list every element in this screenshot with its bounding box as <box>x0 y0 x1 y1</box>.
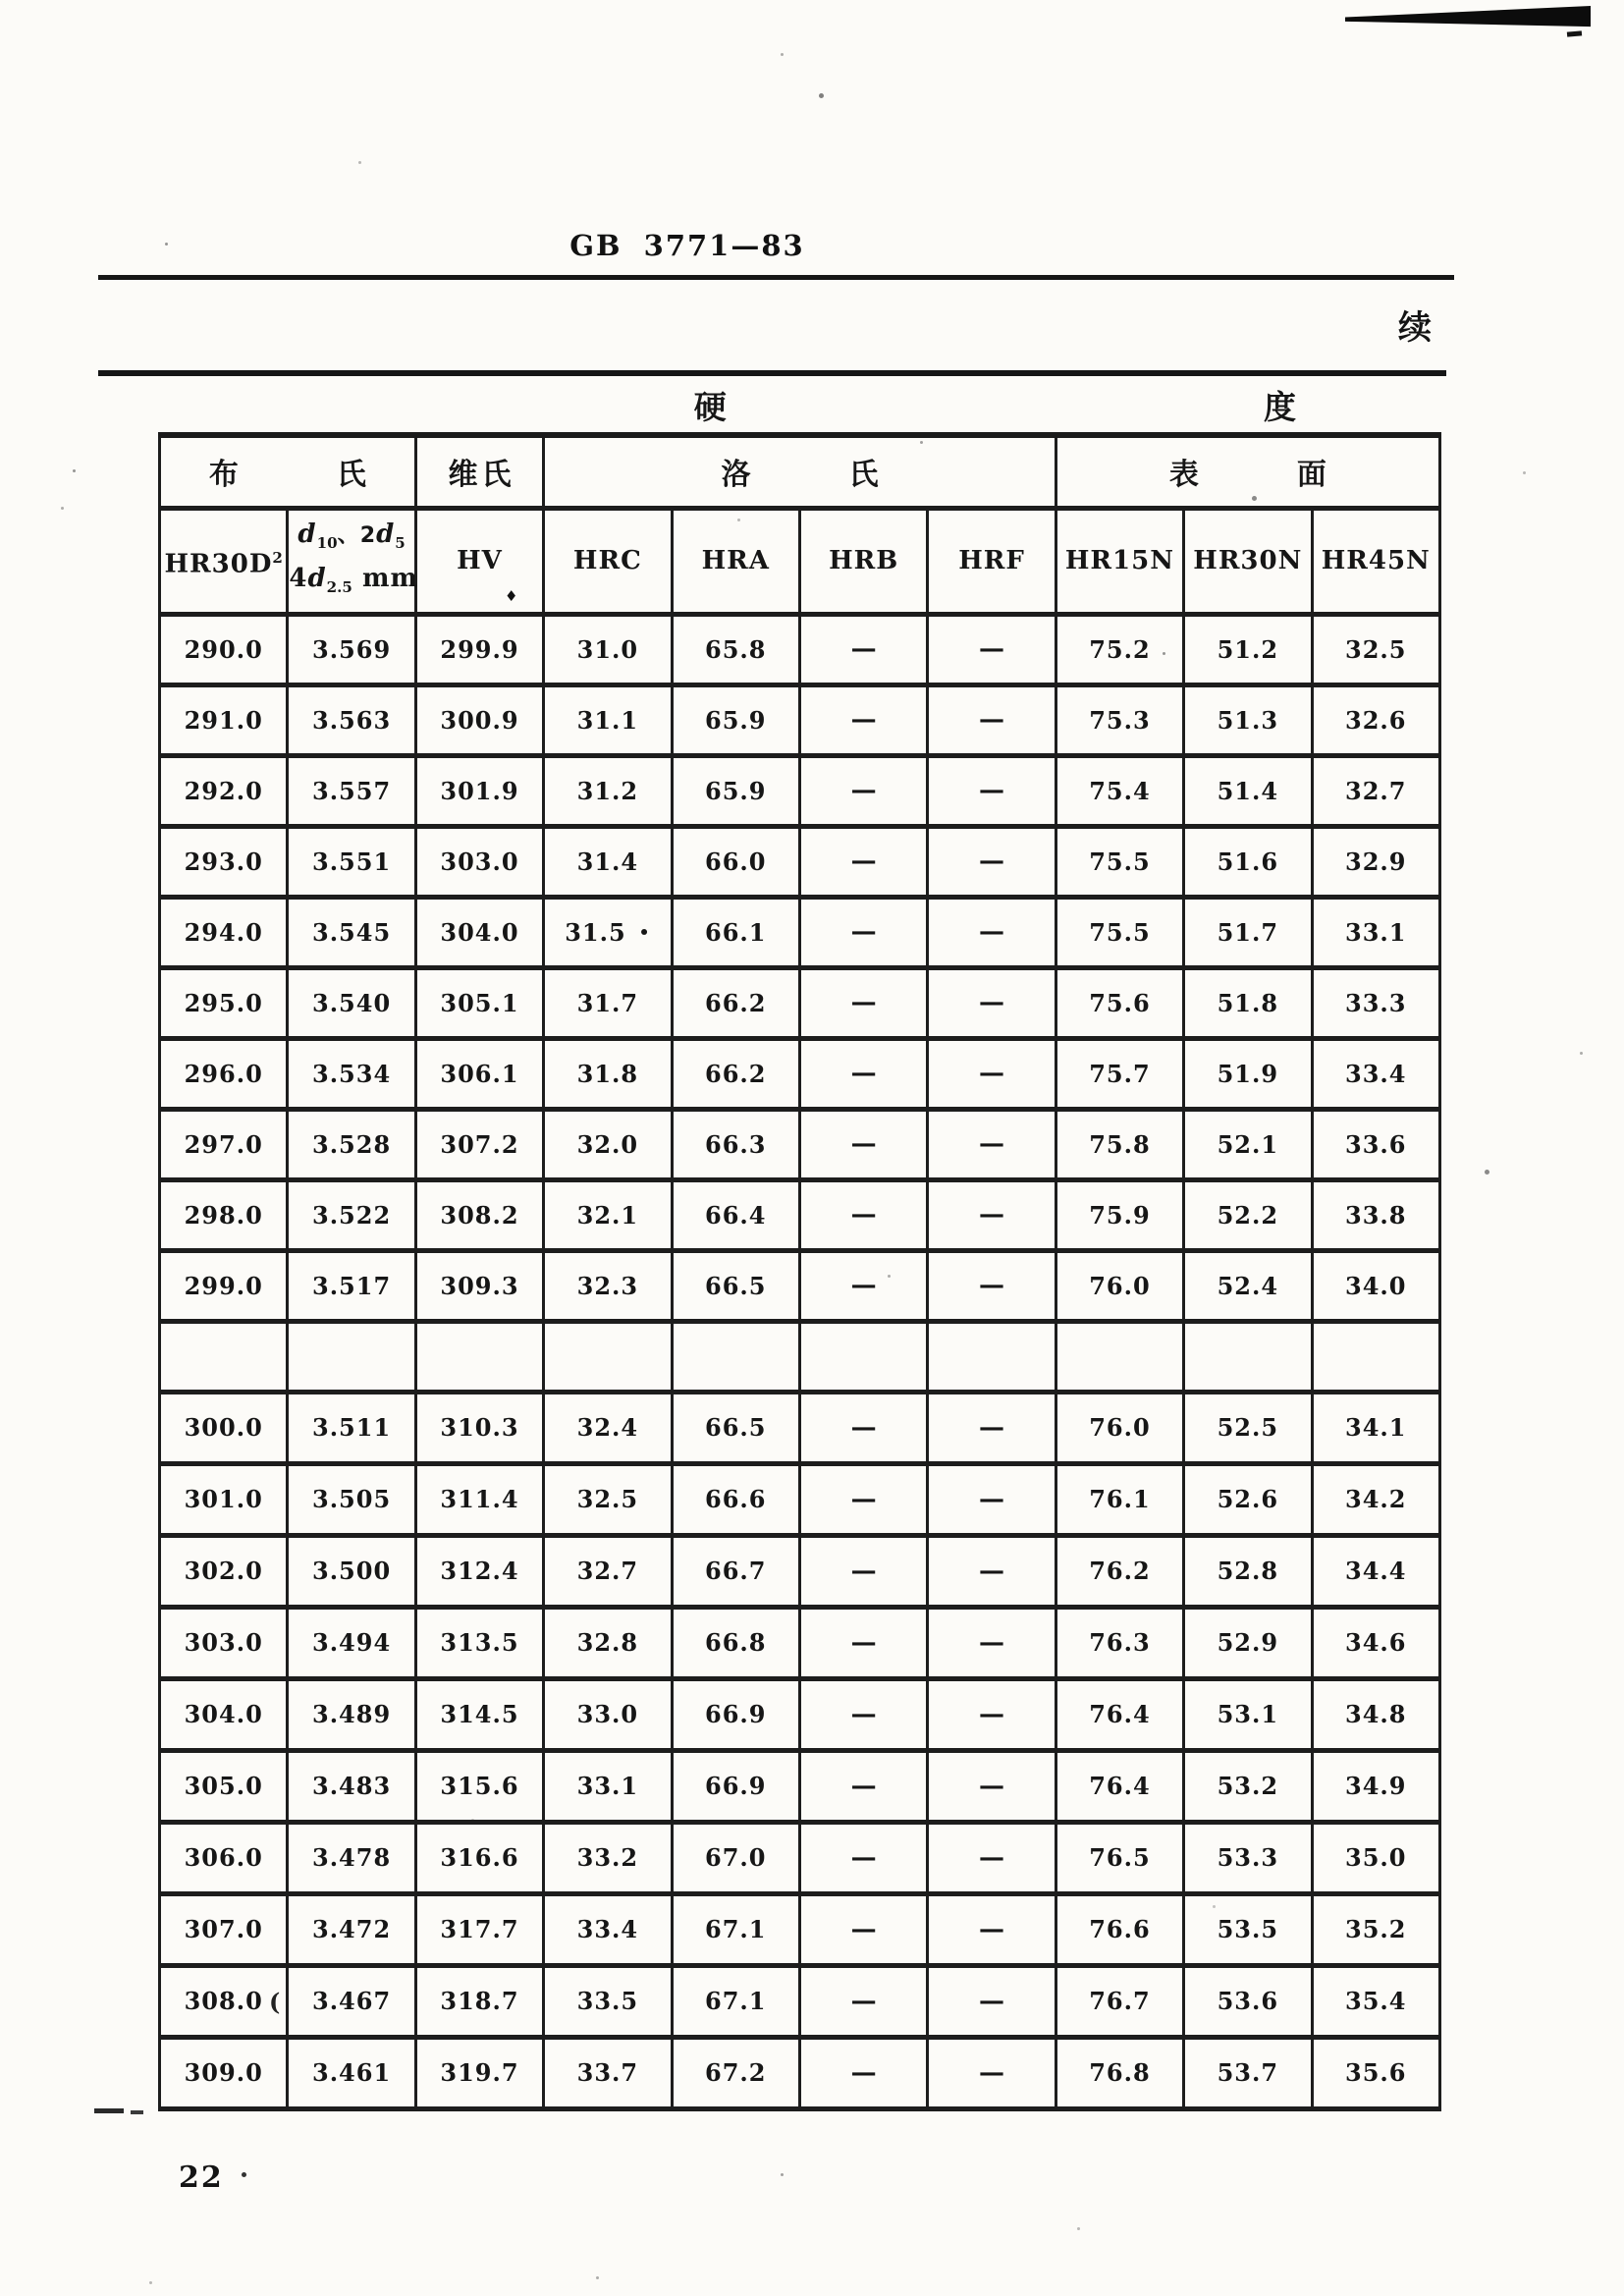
continued-label: 续 <box>1398 308 1432 348</box>
table-cell-HV: 299.9 <box>415 614 543 684</box>
table-cell-HV: 319.7 <box>415 2037 543 2108</box>
table-cell-HV: 312.4 <box>415 1535 543 1607</box>
table-cell-HRC: 32.5 <box>544 1463 672 1535</box>
table-cell-HV: 317.7 <box>415 1893 543 1965</box>
table-cell-HRB: — <box>799 1607 927 1678</box>
table-row <box>160 2037 1440 2108</box>
table-cell-HR30N: 52.2 <box>1184 1179 1312 1250</box>
table-cell-HRA: 65.9 <box>672 684 799 755</box>
table-cell-HRA: 66.1 <box>672 897 799 967</box>
table-cell-HRA: 66.3 <box>672 1109 799 1179</box>
table-cell-HV: 303.0 <box>415 826 543 897</box>
table-cell-HR30N: 53.3 <box>1184 1822 1312 1893</box>
table-cell-HRC: 31.1 <box>544 684 672 755</box>
table-cell-HR30D2: 309.0 <box>160 2037 288 2108</box>
table-cell-HR45N: 35.6 <box>1312 2037 1439 2108</box>
empty-cell <box>544 1321 672 1392</box>
ink-paren-artifact: ( <box>269 1988 281 2016</box>
table-cell-HR30N: 51.6 <box>1184 826 1312 897</box>
table-cell-HR30N: 53.2 <box>1184 1750 1312 1822</box>
table-row <box>160 826 1440 897</box>
table-cell-HRF: — <box>928 897 1056 967</box>
empty-cell <box>288 1321 415 1392</box>
column-header-HR15N <box>1056 508 1183 614</box>
table-cell-HR15N: 75.4 <box>1056 755 1183 826</box>
ink-diamond-artifact: ♦ <box>505 587 518 605</box>
table-row <box>160 1678 1440 1750</box>
table-cell-HR30D2: 296.0 <box>160 1038 288 1109</box>
table-cell-HR45N: 35.2 <box>1312 1893 1439 1965</box>
table-cell-HV: 310.3 <box>415 1392 543 1463</box>
table-cell-HR45N: 34.4 <box>1312 1535 1439 1607</box>
table-cell-HRC: 32.3 <box>544 1250 672 1321</box>
scan-artifact-wedge <box>1345 6 1591 29</box>
table-cell-HV: 305.1 <box>415 967 543 1038</box>
group-header-char: 氏 <box>848 458 879 493</box>
code-text-part: 2 <box>272 548 283 567</box>
table-cell-HR15N: 75.8 <box>1056 1109 1183 1179</box>
table-cell-HV: 315.6 <box>415 1750 543 1822</box>
table-row <box>160 1038 1440 1109</box>
table-cell-HR30D2: 297.0 <box>160 1109 288 1179</box>
table-cell-HR15N: 75.5 <box>1056 826 1183 897</box>
table-row <box>160 1463 1440 1535</box>
edge-mark-artifact-small <box>131 2110 143 2114</box>
table-cell-HR45N: 34.0 <box>1312 1250 1439 1321</box>
group-header-brinell <box>160 435 416 508</box>
header-rule-top <box>98 275 1454 280</box>
table-cell-HR45N: 35.4 <box>1312 1965 1439 2037</box>
table-cell-HR15N: 76.0 <box>1056 1392 1183 1463</box>
table-cell-HRA: 66.7 <box>672 1535 799 1607</box>
table-cell-HRB: — <box>799 2037 927 2108</box>
table-cell-HRB: — <box>799 614 927 684</box>
table-cell-HRF: — <box>928 614 1056 684</box>
table-cell-HRC: 31.0 <box>544 614 672 684</box>
code-text-part: d <box>307 564 327 593</box>
hardness-conversion-table <box>158 376 1441 2111</box>
table-cell-HR30D2: 301.0 <box>160 1463 288 1535</box>
table-cell-HRC: 31.2 <box>544 755 672 826</box>
table-cell-HR45N: 34.1 <box>1312 1392 1439 1463</box>
table-cell-HR30N: 53.5 <box>1184 1893 1312 1965</box>
column-header-HRF <box>928 508 1056 614</box>
table-cell-HR30N: 53.7 <box>1184 2037 1312 2108</box>
code-text-part: mm <box>352 564 418 593</box>
scan-artifact-tick <box>1567 30 1582 36</box>
caption-row <box>160 376 1440 435</box>
table-cell-d-mm: 3.505 <box>288 1463 415 1535</box>
empty-cell <box>799 1321 927 1392</box>
code-text-part: d <box>298 519 317 549</box>
table-cell-HR15N: 76.1 <box>1056 1463 1183 1535</box>
column-code-row <box>160 508 1440 614</box>
table-cell-HV: 301.9 <box>415 755 543 826</box>
table-cell-HRF: — <box>928 826 1056 897</box>
table-cell-HRA: 65.8 <box>672 614 799 684</box>
table-cell-HRB: — <box>799 1250 927 1321</box>
table-cell-HRB: — <box>799 1965 927 2037</box>
table-cell-HV: 304.0 <box>415 897 543 967</box>
table-cell-HRA: 67.1 <box>672 1965 799 2037</box>
table-cell-HR15N: 75.9 <box>1056 1179 1183 1250</box>
column-header-HR30N <box>1184 508 1312 614</box>
table-cell-HRF: — <box>928 1392 1056 1463</box>
group-header-char: 表 <box>1168 458 1199 493</box>
table-cell-HRF: — <box>928 1750 1056 1822</box>
table-cell-HRF: — <box>928 1965 1056 2037</box>
table-cell-HRC: 33.1 <box>544 1750 672 1822</box>
table-cell-d-mm: 3.494 <box>288 1607 415 1678</box>
table-cell-d-mm: 3.569 <box>288 614 415 684</box>
table-cell-HRF: — <box>928 1893 1056 1965</box>
table-cell-HR15N: 76.5 <box>1056 1822 1183 1893</box>
group-header-char: 氏 <box>481 458 512 493</box>
table-cell-HR30N: 52.9 <box>1184 1607 1312 1678</box>
table-cell-d-mm: 3.557 <box>288 755 415 826</box>
edge-mark-artifact <box>94 2108 124 2113</box>
table-cell-HR30D2: 293.0 <box>160 826 288 897</box>
table-cell-HV: 316.6 <box>415 1822 543 1893</box>
table-cell-HRA: 66.0 <box>672 826 799 897</box>
table-row <box>160 1250 1440 1321</box>
table-cell-HR15N: 75.7 <box>1056 1038 1183 1109</box>
page-number-dot-artifact <box>242 2172 246 2177</box>
table-cell-HR45N: 33.1 <box>1312 897 1439 967</box>
scan-speckles <box>0 0 3 3</box>
table-cell-HRC: 32.4 <box>544 1392 672 1463</box>
table-cell-HRF: — <box>928 2037 1056 2108</box>
table-cell-HRB: — <box>799 897 927 967</box>
page-number: 22 <box>179 2160 224 2195</box>
table-cell-HR30D2: 290.0 <box>160 614 288 684</box>
table-cell-HR30N: 51.8 <box>1184 967 1312 1038</box>
table-cell-HRF: — <box>928 1179 1056 1250</box>
table-cell-d-mm: 3.461 <box>288 2037 415 2108</box>
table-cell-HR45N: 35.0 <box>1312 1822 1439 1893</box>
table-cell-d-mm: 3.534 <box>288 1038 415 1109</box>
table-row <box>160 1750 1440 1822</box>
table-cell-HR45N: 32.6 <box>1312 684 1439 755</box>
table-cell-HR30D2: 308.0 <box>160 1965 288 2037</box>
empty-cell <box>1184 1321 1312 1392</box>
table-cell-HR45N: 33.3 <box>1312 967 1439 1038</box>
table-cell-HRF: — <box>928 1038 1056 1109</box>
table-cell-HRC: 33.0 <box>544 1678 672 1750</box>
table-cell-HR45N: 33.4 <box>1312 1038 1439 1109</box>
empty-cell <box>415 1321 543 1392</box>
column-header-HRC <box>544 508 672 614</box>
table-cell-HR15N: 75.6 <box>1056 967 1183 1038</box>
table-cell-HR30D2: 292.0 <box>160 755 288 826</box>
code-text-part: HRC <box>572 546 642 575</box>
table-cell-HR30N: 51.7 <box>1184 897 1312 967</box>
table-cell-HRC: 32.1 <box>544 1179 672 1250</box>
table-cell-d-mm: 3.483 <box>288 1750 415 1822</box>
table-cell-d-mm: 3.551 <box>288 826 415 897</box>
table-cell-HRA: 66.6 <box>672 1463 799 1535</box>
table-row <box>160 1607 1440 1678</box>
column-header-HRB <box>799 508 927 614</box>
table-cell-HR30D2: 299.0 <box>160 1250 288 1321</box>
code-text-part: HR15N <box>1064 546 1174 575</box>
table-cell-HRB: — <box>799 1392 927 1463</box>
table-cell-HR30N: 53.1 <box>1184 1678 1312 1750</box>
table-cell-HR30N: 51.2 <box>1184 614 1312 684</box>
scale-group-row <box>160 435 1440 508</box>
table-cell-d-mm: 3.545 <box>288 897 415 967</box>
table-cell-HRC: 33.2 <box>544 1822 672 1893</box>
column-header-d-mm <box>288 508 418 614</box>
table-row <box>160 897 1440 967</box>
table-cell-HV: 306.1 <box>415 1038 543 1109</box>
code-text-part: HR30D <box>164 549 273 579</box>
table-cell-HV: 313.5 <box>415 1607 543 1678</box>
table-cell-HRC: 31.7 <box>544 967 672 1038</box>
table-row <box>160 1822 1440 1893</box>
table-cell-HR30N: 52.1 <box>1184 1109 1312 1179</box>
table-cell-HRF: — <box>928 1678 1056 1750</box>
table-cell-HV: 318.7 <box>415 1965 543 2037</box>
table-cell-HRB: — <box>799 967 927 1038</box>
table-cell-HRB: — <box>799 1893 927 1965</box>
table-cell-HV: 308.2 <box>415 1179 543 1250</box>
code-text-part: HR30N <box>1193 546 1303 575</box>
table-cell-HR15N: 76.6 <box>1056 1893 1183 1965</box>
code-text-part: 2.5 <box>326 578 352 597</box>
code-text-part: 10 <box>316 534 338 552</box>
group-header-char: 氏 <box>336 458 366 493</box>
table-cell-HR30D2: 294.0 <box>160 897 288 967</box>
table-row <box>160 755 1440 826</box>
table-cell-HR30N: 51.4 <box>1184 755 1312 826</box>
table-cell-HRC: 31.8 <box>544 1038 672 1109</box>
table-cell-HRB: — <box>799 826 927 897</box>
table-cell-HRA: 65.9 <box>672 755 799 826</box>
table-cell-HRA: 66.8 <box>672 1607 799 1678</box>
table-cell-HR45N: 32.5 <box>1312 614 1439 684</box>
group-header-rockwell <box>544 435 1056 508</box>
group-header-char: 布 <box>208 458 239 493</box>
table-cell-HR45N: 33.8 <box>1312 1179 1439 1250</box>
table-cell-HV: 300.9 <box>415 684 543 755</box>
ink-dot-artifact: • <box>638 922 651 943</box>
table-cell-HRA: 66.4 <box>672 1179 799 1250</box>
table-cell-HRB: — <box>799 1678 927 1750</box>
empty-cell <box>672 1321 799 1392</box>
table-cell-HRC: 32.0 <box>544 1109 672 1179</box>
table-cell-HR30D2: 291.0 <box>160 684 288 755</box>
table-cell-d-mm: 3.540 <box>288 967 415 1038</box>
table-cell-HR30N: 52.5 <box>1184 1392 1312 1463</box>
caption-char-right: 度 <box>1264 388 1296 426</box>
table-cell-HRC: 33.7 <box>544 2037 672 2108</box>
table-cell-HR45N: 32.9 <box>1312 826 1439 897</box>
standard-code-title: GB 3771—83 <box>569 229 805 262</box>
table-cell-HRB: — <box>799 1822 927 1893</box>
table-cell-HRF: — <box>928 1109 1056 1179</box>
table-cell-HR45N: 34.8 <box>1312 1678 1439 1750</box>
table-cell-HRB: — <box>799 755 927 826</box>
empty-cell <box>1056 1321 1183 1392</box>
code-text-part: HRF <box>958 546 1025 575</box>
column-header-HRA <box>672 508 799 614</box>
table-cell-HR30D2: 295.0 <box>160 967 288 1038</box>
table-cell-HRA: 67.2 <box>672 2037 799 2108</box>
table-cell-HR30D2: 302.0 <box>160 1535 288 1607</box>
table-cell-d-mm: 3.500 <box>288 1535 415 1607</box>
table-cell-HRA: 66.5 <box>672 1250 799 1321</box>
group-header-char: 维 <box>448 458 478 493</box>
table-cell-HRF: — <box>928 755 1056 826</box>
table-cell-d-mm: 3.528 <box>288 1109 415 1179</box>
table-cell-HRF: — <box>928 1463 1056 1535</box>
table-cell-HR15N: 76.8 <box>1056 2037 1183 2108</box>
table-cell-HR45N: 33.6 <box>1312 1109 1439 1179</box>
group-header-char: 面 <box>1296 458 1326 493</box>
table-row <box>160 1893 1440 1965</box>
table-cell-HRF: — <box>928 967 1056 1038</box>
table-cell-HRB: — <box>799 1179 927 1250</box>
code-text-part: 、2 <box>337 521 377 548</box>
column-header-HV <box>415 508 543 614</box>
table-cell-HRF: — <box>928 1822 1056 1893</box>
code-text-part: 4 <box>289 564 308 593</box>
table-cell-d-mm: 3.522 <box>288 1179 415 1250</box>
empty-cell <box>928 1321 1056 1392</box>
table-cell-HRF: — <box>928 684 1056 755</box>
table-cell-d-mm: 3.472 <box>288 1893 415 1965</box>
table-cell-d-mm: 3.467 <box>288 1965 415 2037</box>
table-cell-HR30N: 52.6 <box>1184 1463 1312 1535</box>
table-cell-HRB: — <box>799 1750 927 1822</box>
table-cell-d-mm: 3.489 <box>288 1678 415 1750</box>
table-cell-HRA: 66.5 <box>672 1392 799 1463</box>
column-header-HR45N <box>1312 508 1439 614</box>
table-row <box>160 1392 1440 1463</box>
code-text-part: HV <box>457 546 503 575</box>
table-cell-HR30D2: 305.0 <box>160 1750 288 1822</box>
table-row <box>160 1109 1440 1179</box>
table-cell-HV: 309.3 <box>415 1250 543 1321</box>
table-cell-HRB: — <box>799 684 927 755</box>
table-cell-HR30N: 51.9 <box>1184 1038 1312 1109</box>
group-header-char: 洛 <box>721 458 751 493</box>
table-cell-HR30D2: 303.0 <box>160 1607 288 1678</box>
table-cell-HR15N: 76.0 <box>1056 1250 1183 1321</box>
table-cell-HRB: — <box>799 1535 927 1607</box>
table-cell-HRF: — <box>928 1607 1056 1678</box>
empty-cell <box>160 1321 288 1392</box>
table-cell-HRB: — <box>799 1038 927 1109</box>
table-cell-d-mm: 3.511 <box>288 1392 415 1463</box>
table-cell-HR30D2: 307.0 <box>160 1893 288 1965</box>
group-header-vickers <box>415 435 543 508</box>
table-cell-HR30D2: 304.0 <box>160 1678 288 1750</box>
table-cell-HV: 307.2 <box>415 1109 543 1179</box>
table-cell-HRA: 67.1 <box>672 1893 799 1965</box>
table-cell-HR15N: 75.2 <box>1056 614 1183 684</box>
table-cell-HR45N: 34.6 <box>1312 1607 1439 1678</box>
table-cell-HR30N: 53.6 <box>1184 1965 1312 2037</box>
empty-cell <box>1312 1321 1439 1392</box>
table-cell-HR30N: 52.8 <box>1184 1535 1312 1607</box>
column-header-HR30D2 <box>160 508 288 614</box>
table-cell-HRB: — <box>799 1463 927 1535</box>
table-row <box>160 967 1440 1038</box>
table-cell-HRA: 66.2 <box>672 1038 799 1109</box>
code-text-part: HRB <box>829 546 899 575</box>
table-cell-HRA: 66.2 <box>672 967 799 1038</box>
group-header-surface <box>1056 435 1439 508</box>
caption-char-left: 硬 <box>693 388 727 426</box>
table-row <box>160 1535 1440 1607</box>
table-cell-HR30D2: 306.0 <box>160 1822 288 1893</box>
table-cell-HR45N: 34.9 <box>1312 1750 1439 1822</box>
table-cell-HRC: 33.5 <box>544 1965 672 2037</box>
table-cell-HR30D2: 298.0 <box>160 1179 288 1250</box>
table-cell-HRC: 32.8 <box>544 1607 672 1678</box>
table-cell-HR15N: 76.2 <box>1056 1535 1183 1607</box>
table-cell-HR15N: 76.4 <box>1056 1750 1183 1822</box>
table-cell-HR15N: 76.4 <box>1056 1678 1183 1750</box>
table-cell-HRC: 31.4 <box>544 826 672 897</box>
table-row <box>160 684 1440 755</box>
code-text-part: 5 <box>395 534 406 552</box>
table-cell-d-mm: 3.517 <box>288 1250 415 1321</box>
table-cell-HRA: 66.9 <box>672 1750 799 1822</box>
table-row <box>160 1965 1440 2037</box>
table-caption <box>160 376 1440 435</box>
table-cell-HR30N: 51.3 <box>1184 684 1312 755</box>
table-cell-d-mm: 3.478 <box>288 1822 415 1893</box>
table-cell-HR15N: 76.3 <box>1056 1607 1183 1678</box>
table-cell-d-mm: 3.563 <box>288 684 415 755</box>
table-cell-HRB: — <box>799 1109 927 1179</box>
table-cell-HRA: 67.0 <box>672 1822 799 1893</box>
table-cell-HR30D2: 300.0 <box>160 1392 288 1463</box>
table-cell-HRA: 66.9 <box>672 1678 799 1750</box>
separator-row <box>160 1321 1440 1392</box>
table-cell-HR15N: 75.3 <box>1056 684 1183 755</box>
table-row <box>160 1179 1440 1250</box>
table-cell-HRC: 32.7 <box>544 1535 672 1607</box>
table-cell-HV: 314.5 <box>415 1678 543 1750</box>
code-text-part: HRA <box>701 546 770 575</box>
code-text-part: d <box>376 519 396 549</box>
table-cell-HRF: — <box>928 1250 1056 1321</box>
table-cell-HR15N: 76.7 <box>1056 1965 1183 2037</box>
table-cell-HRC: 31.5 • <box>544 897 672 967</box>
table-cell-HR45N: 32.7 <box>1312 755 1439 826</box>
code-text-part: HR45N <box>1321 546 1431 575</box>
table-cell-HR15N: 75.5 <box>1056 897 1183 967</box>
table-row <box>160 614 1440 684</box>
table-cell-HR45N: 34.2 <box>1312 1463 1439 1535</box>
table-cell-HV: 311.4 <box>415 1463 543 1535</box>
table-cell-HRF: — <box>928 1535 1056 1607</box>
table-cell-HRC: 33.4 <box>544 1893 672 1965</box>
table-cell-HR30N: 52.4 <box>1184 1250 1312 1321</box>
